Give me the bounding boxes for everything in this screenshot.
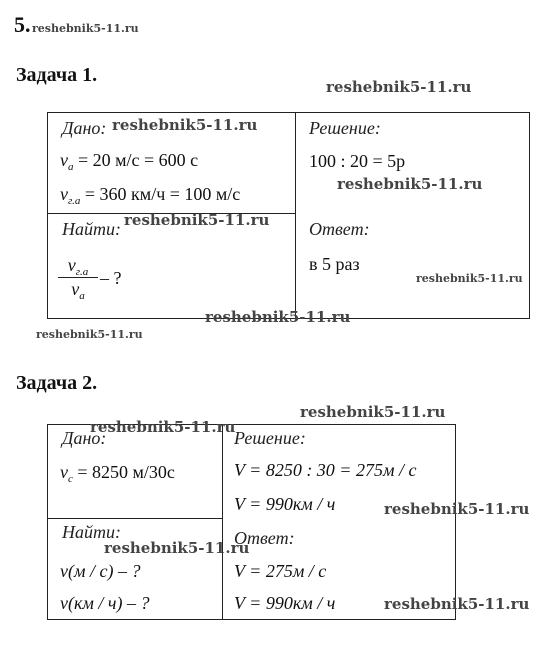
task1-solution-1: 100 : 20 = 5р <box>309 151 406 171</box>
task2-find-1: v(м / с) – ? <box>60 561 141 581</box>
task1-given-2: $v_{г.а} = 360$ км/ч = 100 м/с <box>60 184 241 207</box>
task2-given-1: $v_c = 8250$ м/30с <box>60 462 175 485</box>
watermark: reshebnik5-11.ru <box>384 500 530 518</box>
watermark: reshebnik5-11.ru <box>90 418 236 436</box>
watermark: reshebnik5-11.ru <box>416 272 523 285</box>
task1-find-fraction: $v_{г.а}$ $v_a$ <box>58 255 98 300</box>
task1-table-divider <box>295 112 296 319</box>
watermark: reshebnik5-11.ru <box>124 211 270 229</box>
watermark: reshebnik5-11.ru <box>300 403 446 421</box>
watermark: reshebnik5-11.ru <box>104 539 250 557</box>
watermark: reshebnik5-11.ru <box>337 175 483 193</box>
task1-given-1: $v_a = 20$ м/с = 600 с <box>60 150 199 173</box>
task2-heading: Задача 2. <box>16 372 98 394</box>
watermark: reshebnik5-11.ru <box>205 308 351 326</box>
task1-find-suffix: – ? <box>100 268 122 288</box>
task2-find-2: v(км / ч) – ? <box>60 593 150 613</box>
watermark: reshebnik5-11.ru <box>112 116 258 134</box>
task2-table-divider <box>222 424 223 620</box>
task1-find-label: Найти: <box>62 219 121 239</box>
task2-solution-label: Решение: <box>234 428 306 448</box>
task1-answer-label: Ответ: <box>309 219 370 239</box>
watermark: reshebnik5-11.ru <box>326 78 472 96</box>
task2-find-label: Найти: <box>62 522 121 542</box>
task2-solution-2: V = 990км / ч <box>234 494 336 514</box>
task2-answer-2: V = 990км / ч <box>234 593 336 613</box>
task2-given-label: Дано: <box>62 428 107 448</box>
exercise-number: 5. <box>14 12 31 37</box>
task1-given-label: Дано: <box>62 118 107 138</box>
task1-heading: Задача 1. <box>16 64 98 86</box>
task1-solution-label: Решение: <box>309 118 381 138</box>
watermark: reshebnik5-11.ru <box>384 595 530 613</box>
watermark: reshebnik5-11.ru <box>36 328 143 341</box>
watermark: reshebnik5-11.ru <box>32 22 139 35</box>
task2-answer-label: Ответ: <box>234 528 295 548</box>
task1-answer-1: в 5 раз <box>309 254 360 274</box>
task2-answer-1: V = 275м / с <box>234 561 327 581</box>
task2-solution-1: V = 8250 : 30 = 275м / с <box>234 460 417 480</box>
task2-given-find-divider <box>47 518 223 519</box>
